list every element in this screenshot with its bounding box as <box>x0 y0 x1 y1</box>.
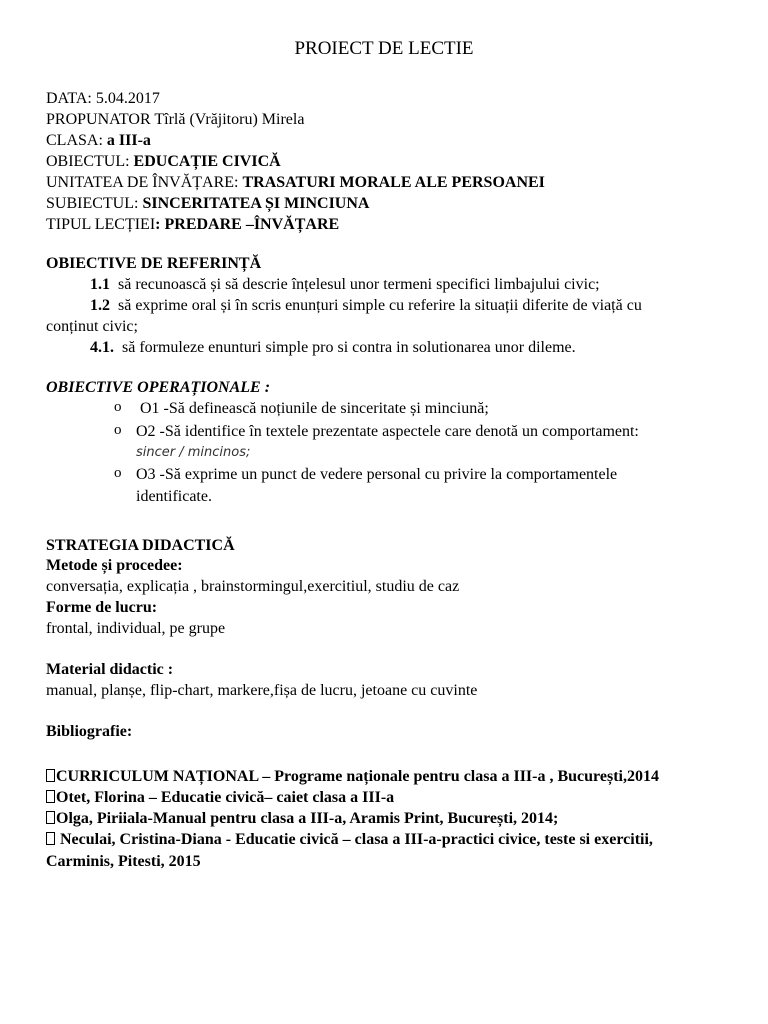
obiective-operationale-heading: OBIECTIVE OPERAȚIONALE : <box>46 379 271 396</box>
obiectiv-operational-item: O1 -Să definească noțiunile de sinceritate și minciună; <box>140 400 489 417</box>
material-label: Material didactic : <box>46 661 174 678</box>
propunator-line <box>46 110 304 130</box>
obiectul-line <box>46 152 281 172</box>
document-title: PROIECT DE LECTIE <box>294 38 474 59</box>
bibliografie-item: Neculai, Cristina-Diana - Educatie civică – clasa a III-a-practici civice, teste si exercitii, <box>46 830 653 850</box>
subiectul-value: SINCERITATEA ȘI MINCIUNA <box>142 195 370 212</box>
propunator-value: Tîrlă (Vrăjitoru) Mirela <box>154 111 305 128</box>
subiectul-line <box>46 194 369 214</box>
missing-glyph-icon <box>46 811 55 824</box>
bullet-icon: o <box>114 399 122 415</box>
missing-glyph-icon <box>46 790 55 803</box>
propunator-label: PROPUNATOR <box>46 111 151 128</box>
date-line <box>46 89 160 109</box>
date-label: DATA: <box>46 90 92 107</box>
obiectul-value: EDUCAȚIE CIVICĂ <box>133 153 281 170</box>
obiectiv-referinta-item: 1.2 să exprime oral și în scris enunțuri simple cu referire la situații diferite de viață cu <box>90 297 642 314</box>
obiectiv-operational-continuation: sincer / mincinos; <box>136 445 251 460</box>
material-value: manual, planșe, flip-chart, markere,fișa de lucru, jetoane cu cuvinte <box>46 682 478 699</box>
unitatea-line <box>46 173 545 193</box>
clasa-line <box>46 131 151 151</box>
subiectul-label: SUBIECTUL: <box>46 195 139 212</box>
obiective-referinta-heading: OBIECTIVE DE REFERINȚĂ <box>46 255 262 272</box>
date-value: 5.04.2017 <box>95 90 160 107</box>
forme-value: frontal, individual, pe grupe <box>46 620 226 637</box>
clasa-label: CLASA: <box>46 132 103 149</box>
bibliografie-heading: Bibliografie: <box>46 723 133 740</box>
unitatea-label: UNITATEA DE ÎNVĂȚARE: <box>46 174 239 191</box>
bullet-icon: o <box>114 422 122 438</box>
strategia-heading: STRATEGIA DIDACTICĂ <box>46 537 235 554</box>
obiectiv-operational-continuation: identificate. <box>136 488 212 505</box>
metode-label: Metode și procedee: <box>46 557 183 574</box>
metode-value: conversația, explicația , brainstormingul,exercitiul, studiu de caz <box>46 578 460 595</box>
missing-glyph-icon <box>46 832 55 845</box>
forme-label: Forme de lucru: <box>46 599 158 616</box>
obiectiv-operational-item: O3 -Să exprime un punct de vedere personal cu privire la comportamentele <box>136 466 618 483</box>
tipul-label: TIPUL LECȚIEI <box>46 216 156 233</box>
bibliografie-item-continuation: Carminis, Pitesti, 2015 <box>46 853 201 870</box>
obiectiv-referinta-item: 4.1. să formuleze enunturi simple pro si contra in solutionarea unor dileme. <box>90 339 576 356</box>
missing-glyph-icon <box>46 769 55 782</box>
tipul-line <box>46 215 339 235</box>
bibliografie-item: Olga, Piriiala-Manual pentru clasa a III-a, Aramis Print, București, 2014; <box>46 809 558 829</box>
tipul-value: : PREDARE –ÎNVĂȚARE <box>155 216 340 233</box>
bibliografie-item: CURRICULUM NAȚIONAL – Programe naționale pentru clasa a III-a , București,2014 <box>46 767 659 787</box>
obiectiv-referinta-continuation: conținut civic; <box>46 318 138 335</box>
obiectul-label: OBIECTUL: <box>46 153 130 170</box>
bullet-icon: o <box>114 465 122 481</box>
unitatea-value: TRASATURI MORALE ALE PERSOANEI <box>242 174 545 191</box>
obiectiv-referinta-item: 1.1 să recunoască și să descrie înțelesul unor termeni specifici limbajului civic; <box>90 276 600 293</box>
bibliografie-item: Otet, Florina – Educatie civică– caiet clasa a III-a <box>46 788 394 808</box>
obiectiv-operational-item: O2 -Să identifice în textele prezentate aspectele care denotă un comportament: <box>136 423 639 440</box>
clasa-value: a III-a <box>106 132 151 149</box>
